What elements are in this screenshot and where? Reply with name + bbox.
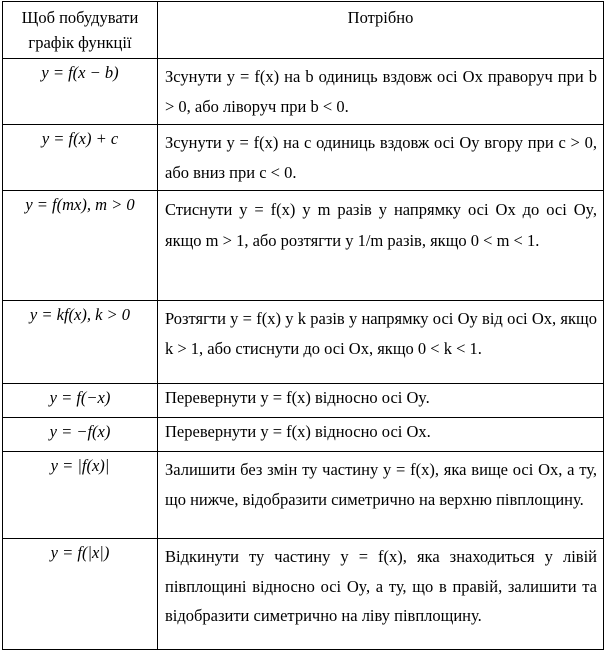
formula-cell: y = f(|x|) <box>3 539 158 650</box>
formula-cell: y = f(mx), m > 0 <box>3 191 158 301</box>
table-row <box>3 125 604 191</box>
formula-cell: y = f(−x) <box>3 384 158 418</box>
description-cell: Відкинути ту частину y = f(x), яка знаходиться у лівій півплощині відносно осі Oy, а ту, що в правій, залишити та відобразити симетрично на ліву півплощину. <box>158 539 604 650</box>
description-cell: Перевернути y = f(x) відносно осі Ox. <box>158 418 604 452</box>
table-row <box>3 301 604 384</box>
header-function-column: Щоб побудувати графік функції <box>3 2 158 59</box>
transformations-table <box>2 1 604 650</box>
description-cell: Залишити без змін ту частину y = f(x), яка вище осі Ox, а ту, що нижче, відобразити симетрично на верхню півплощину. <box>158 452 604 539</box>
description-cell: Зсунути y = f(x) на c одиниць вздовж осі Oy вгору при c > 0, або вниз при c < 0. <box>158 125 604 191</box>
description-cell: Перевернути y = f(x) відносно осі Oy. <box>158 384 604 418</box>
formula-cell: y = −f(x) <box>3 418 158 452</box>
table-row <box>3 384 604 418</box>
formula-cell: y = f(x − b) <box>3 59 158 125</box>
formula-cell: y = kf(x), k > 0 <box>3 301 158 384</box>
description-cell: Розтягти y = f(x) у k разів у напрямку осі Oy від осі Ox, якщо k > 1, або стиснути до осі Ox, якщо 0 < k < 1. <box>158 301 604 384</box>
formula-cell: y = f(x) + c <box>3 125 158 191</box>
table-row <box>3 418 604 452</box>
formula-cell: y = |f(x)| <box>3 452 158 539</box>
table-row <box>3 191 604 301</box>
table-row <box>3 59 604 125</box>
table-row <box>3 452 604 539</box>
header-action-column: Потрібно <box>158 2 604 59</box>
table-header-row <box>3 2 604 59</box>
table-row <box>3 539 604 650</box>
description-cell: Зсунути y = f(x) на b одиниць вздовж осі Ox праворуч при b > 0, або ліворуч при b < 0. <box>158 59 604 125</box>
description-cell: Стиснути y = f(x) у m разів у напрямку осі Ox до осі Oy, якщо m > 1, або розтягти у 1/m разів, якщо 0 < m < 1. <box>158 191 604 301</box>
